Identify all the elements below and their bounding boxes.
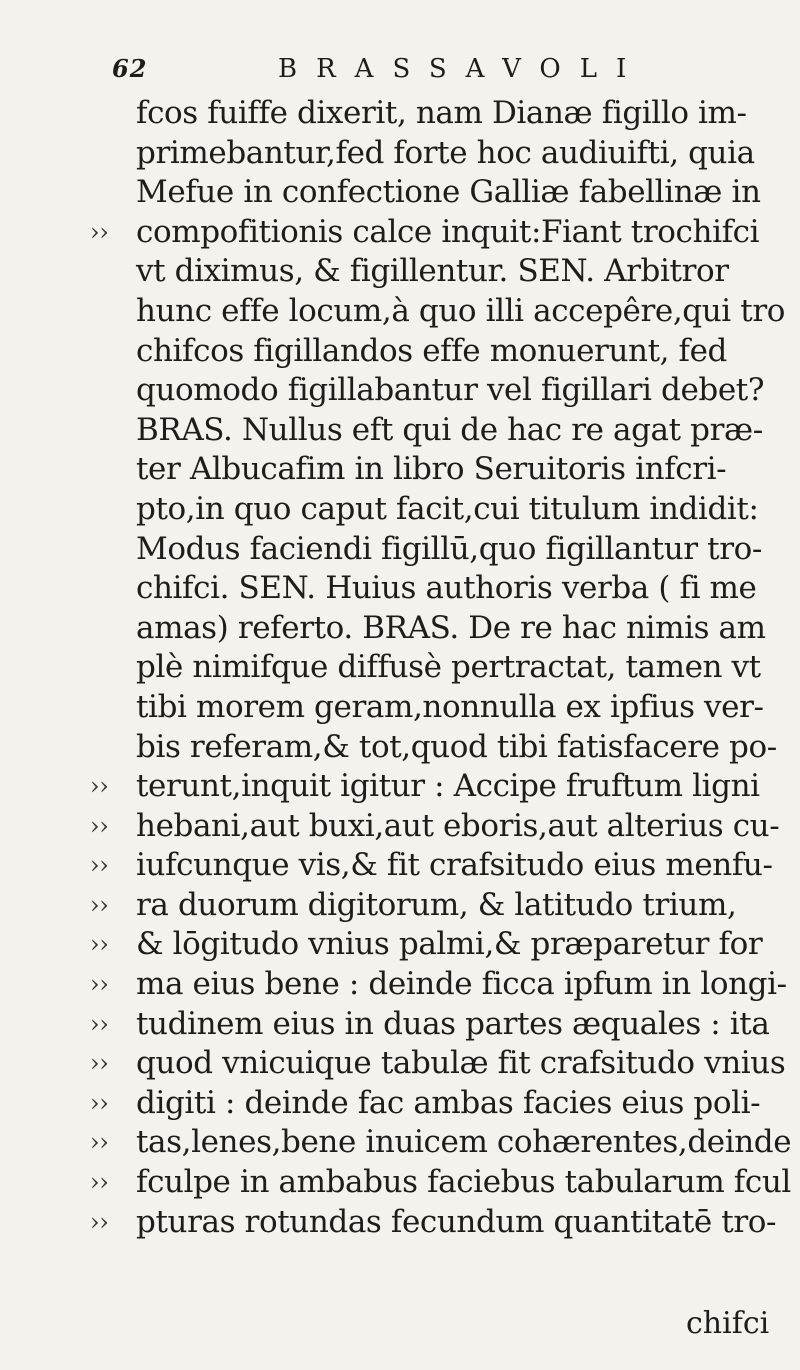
text-line [90,965,787,1005]
text-line [136,173,776,213]
text-line [90,767,776,807]
text-line [90,846,776,886]
text-line [136,411,776,451]
line-text: tibi morem geram,nonnulla ex ipfius ver- [136,688,764,725]
catchword: chifci [686,1306,770,1341]
line-text: fcos fuiffe dixerit, nam Dianæ figillo im- [136,95,747,131]
quotation-marker: ›› [90,1207,109,1236]
line-text: tudinem eius in duas partes æquales : ita [136,1005,770,1042]
text-line [90,1163,791,1203]
line-text: ter Albucafim in libro Seruitoris infcri- [136,451,727,488]
text-line [90,886,776,926]
line-text: hebani,aut buxi,aut eboris,aut alterius cu- [136,807,780,844]
text-line [136,292,786,332]
line-text: digiti : deinde fac ambas facies eius poli- [136,1084,761,1121]
line-text: compofitionis calce inquit:Fiant trochifci [136,213,760,250]
text-line [136,530,776,570]
text-line [90,213,776,253]
line-text: amas) referto. BRAS. De re hac nimis am [136,609,766,646]
quotation-marker: ›› [90,930,109,959]
quotation-marker: ›› [90,970,109,999]
line-text: chifci. SEN. Huius authoris verba ( fi me [136,570,757,607]
text-line [136,648,776,688]
text-line [136,688,776,728]
line-text: & lōgitudo vnius palmi,& præparetur for [136,926,763,963]
quotation-marker: ›› [90,1128,109,1157]
line-text: Mefue in confectione Galliæ fabellinæ in [136,174,761,211]
line-text: Modus faciendi figillū,quo figillantur tro- [136,530,762,567]
line-text: quomodo figillabantur vel figillari debet? [136,372,765,409]
text-line [90,1044,786,1084]
line-text: ma eius bene : deinde ficca ipfum in longi- [136,966,787,1003]
quotation-marker: ›› [90,851,109,880]
text-line [90,1123,792,1163]
text-block [90,94,792,1242]
line-text: pturas rotundas fecundum quantitatē tro- [136,1203,777,1240]
line-text: vt diximus, & figillentur. SEN. Arbitror [136,253,729,290]
page-number: 62 [112,54,148,83]
line-text: BRAS. Nullus eft qui de hac re agat præ- [136,411,763,448]
line-text: fculpe in ambabus faciebus tabularum fcul [136,1164,791,1201]
text-line [136,94,776,134]
line-text: tas,lenes,bene inuicem cohærentes,deinde [136,1124,792,1161]
line-text: pto,in quo caput facit,cui titulum indidit: [136,490,759,527]
text-line [90,807,780,847]
line-text: primebantur,fed forte hoc audiuifti, quia [136,134,755,171]
text-line [136,609,776,649]
line-text: plè nimifque diffusè pertractat, tamen vt [136,649,761,686]
line-text: iufcunque vis,& fit crafsitudo eius menfu- [136,847,773,884]
quotation-marker: ›› [90,1088,109,1117]
quotation-marker: ›› [90,772,109,801]
running-title: BRASSAVOLI [278,54,646,84]
text-line [136,569,776,609]
text-line [136,450,776,490]
line-text: terunt,inquit igitur : Accipe fruftum ligni [136,768,760,805]
text-line [136,490,776,530]
quotation-marker: ›› [90,217,109,246]
line-text: quod vnicuique tabulæ fit crafsitudo vnius [136,1045,786,1082]
running-head [0,54,800,94]
text-line [90,1203,777,1243]
quotation-marker: ›› [90,890,109,919]
line-text: chifcos figillandos effe monuerunt, fed [136,332,728,369]
quotation-marker: ›› [90,811,109,840]
line-text: hunc effe locum,à quo illi accepêre,qui tro [136,292,786,329]
text-line [136,371,776,411]
text-line [136,332,776,372]
quotation-marker: ›› [90,1049,109,1078]
line-text: bis referam,& tot,quod tibi fatisfacere po- [136,728,777,765]
text-line [90,1005,776,1045]
quotation-marker: ›› [90,1168,109,1197]
quotation-marker: ›› [90,1009,109,1038]
text-line [90,925,776,965]
text-line [90,1084,776,1124]
line-text: ra duorum digitorum, & latitudo trium, [136,886,737,923]
text-line [136,134,776,174]
text-line [136,252,776,292]
text-line [136,728,776,768]
